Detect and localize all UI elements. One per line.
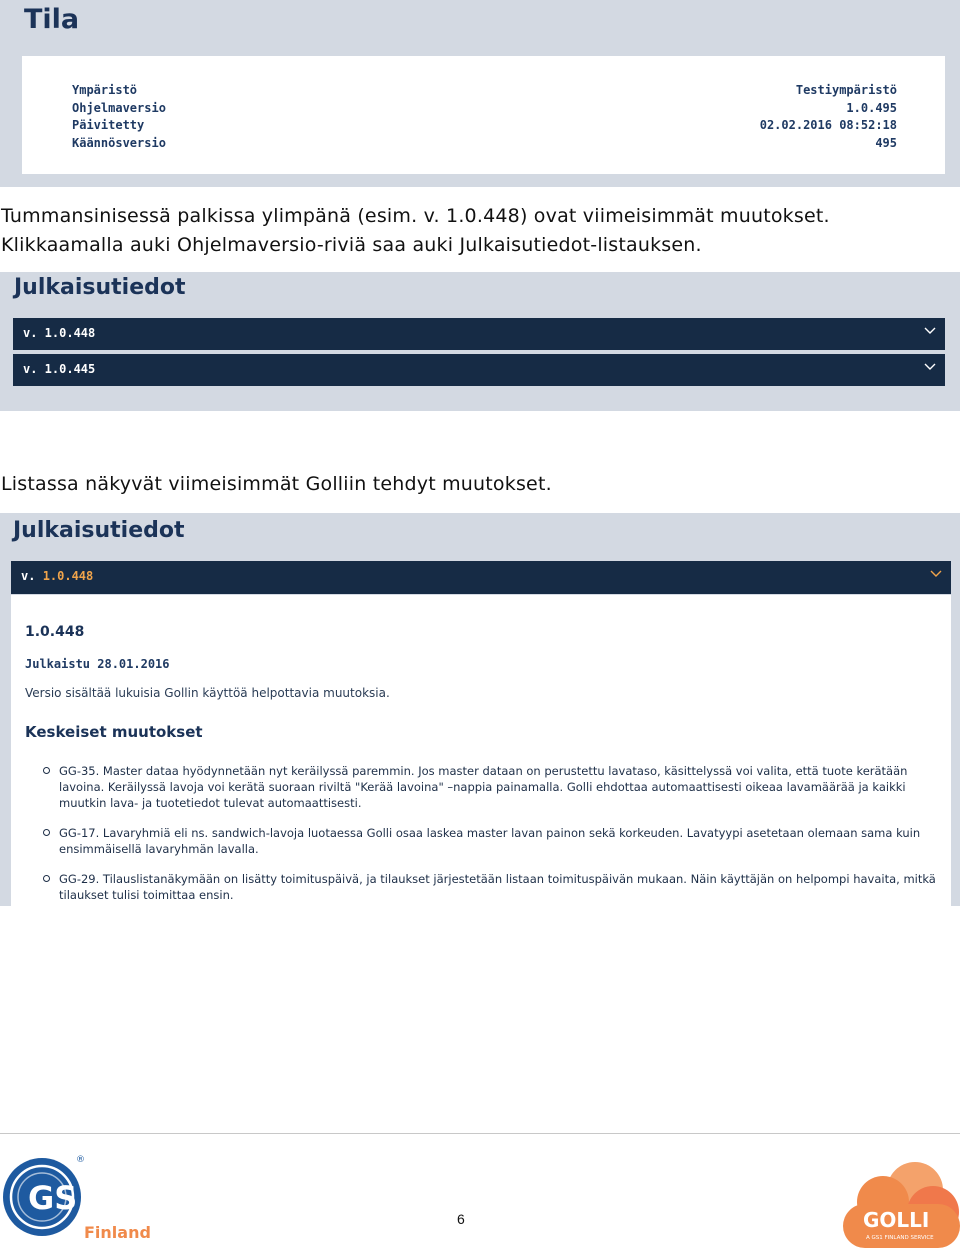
tila-values xyxy=(760,82,897,152)
page-number: 6 xyxy=(457,1211,465,1227)
svg-text:A GS1 FINLAND SERVICE: A GS1 FINLAND SERVICE xyxy=(866,1235,934,1241)
release-description: Versio sisältää lukuisia Gollin käyttöä helpottavia muutoksia. xyxy=(25,686,390,700)
circle-bullet-icon xyxy=(43,875,50,882)
julkaisutiedot-list-screenshot xyxy=(0,272,960,411)
tila-screenshot xyxy=(0,0,960,187)
value-build-version: 495 xyxy=(875,135,897,150)
version-number: 1.0.448 xyxy=(42,569,94,583)
label-updated: Päivitetty xyxy=(72,118,145,132)
julkaisutiedot-title: Julkaisutiedot xyxy=(14,275,186,300)
change-text: GG-35. Master dataa hyödynnetään nyt keräilyssä paremmin. Jos master dataan on perustettu lavataso, käsittelyssä voi valita, että tuote kerätään lavoina. Keräilyssä lavoja voi kerätä suoraan riviltä "Kerää lavoina" –nappia painamalla. Golli ehdottaa automaattisesti oikeaa lavamäärää ja kaikki muutkin lava- ja tuotetiedot tulevat automaattisesti. xyxy=(59,764,908,810)
list-item xyxy=(43,871,939,903)
svg-text:®: ® xyxy=(76,1155,85,1165)
version-row-label: v. 1.0.448 xyxy=(23,326,96,340)
gs1-finland-logo xyxy=(2,1155,152,1243)
version-prefix: v. xyxy=(21,569,36,583)
key-changes-list xyxy=(43,763,939,917)
label-build-version: Käännösversio xyxy=(72,135,166,150)
svg-text:GOLLI: GOLLI xyxy=(863,1208,930,1232)
label-program-version[interactable]: Ohjelmaversio xyxy=(72,100,166,115)
list-item xyxy=(43,825,939,857)
change-text: GG-29. Tilauslistanäkymään on lisätty toimituspäivä, ja tilaukset järjestetään listaan toimituspäivän mukaan. Näin käyttäjän on helpompi havaita, mitkä tilaukset tulisi toimittaa ensin. xyxy=(59,872,936,902)
label-environment: Ympäristö xyxy=(72,83,138,97)
release-notes-panel xyxy=(11,595,951,906)
tila-labels xyxy=(72,82,166,152)
list-item xyxy=(43,763,939,811)
value-updated: 02.02.2016 08:52:18 xyxy=(759,118,897,132)
julkaisutiedot-title: Julkaisutiedot xyxy=(13,518,185,543)
julkaisutiedot-expanded-screenshot xyxy=(0,513,960,906)
chevron-down-icon[interactable] xyxy=(924,327,936,335)
paragraph-1-line-1: Tummansinisessä palkissa ylimpänä (esim. v. 1.0.448) ovat viimeisimmät muutokset. xyxy=(1,205,830,227)
golli-logo xyxy=(833,1160,960,1248)
chevron-down-icon[interactable] xyxy=(930,570,942,578)
footer-divider xyxy=(0,1133,960,1134)
circle-bullet-icon xyxy=(43,829,50,836)
tila-title: Tila xyxy=(24,4,80,35)
circle-bullet-icon xyxy=(43,767,50,774)
version-row[interactable] xyxy=(13,354,945,386)
version-row-label xyxy=(21,569,93,583)
key-changes-heading: Keskeiset muutokset xyxy=(25,723,203,741)
svg-text:Finland: Finland xyxy=(84,1223,151,1242)
change-text: GG-17. Lavaryhmiä eli ns. sandwich-lavoja luotaessa Golli osaa laskea master lavan painon sekä korkeuden. Lavatyypi asetetaan olemaan sama kuin ensimmäisellä lavaryhmän lavalla. xyxy=(59,826,921,856)
chevron-down-icon[interactable] xyxy=(924,363,936,371)
tila-card xyxy=(22,56,945,174)
release-date: Julkaistu 28.01.2016 xyxy=(25,657,170,671)
version-row-label: v. 1.0.445 xyxy=(23,362,96,376)
version-row-expanded[interactable] xyxy=(11,561,951,594)
release-version: 1.0.448 xyxy=(25,624,85,640)
version-row[interactable] xyxy=(13,318,945,350)
paragraph-1-line-2: Klikkaamalla auki Ohjelmaversio-riviä saa auki Julkaisutiedot-listauksen. xyxy=(1,234,702,256)
svg-text:GS1: GS1 xyxy=(28,1179,100,1217)
paragraph-2: Listassa näkyvät viimeisimmät Golliin tehdyt muutokset. xyxy=(1,473,552,495)
value-environment: Testiympäristö xyxy=(795,83,897,97)
value-program-version[interactable]: 1.0.495 xyxy=(846,100,897,115)
